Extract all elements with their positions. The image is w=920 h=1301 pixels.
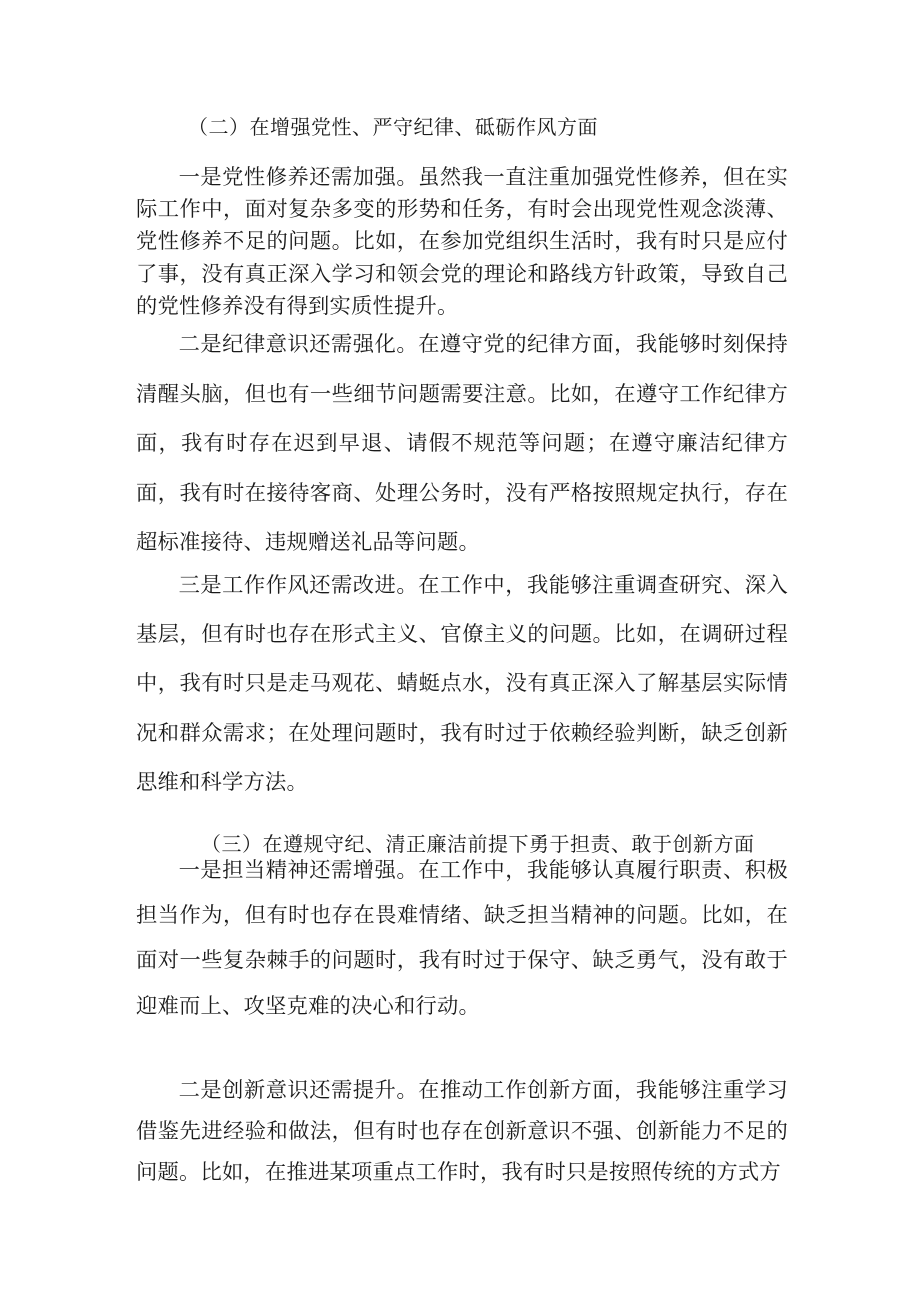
paragraph-discipline-awareness: 二是纪律意识还需强化。在遵守党的纪律方面，我能够时刻保持清醒头脑，但也有一些细节问题需要注意。比如，在遵守工作纪律方面，我有时存在迟到早退、请假不规范等问题；在遵守廉洁纪律方面，我有时在接待客商、处理公务时，没有严格按照规定执行，存在超标准接待、违规赠送礼品等问题。	[136, 332, 788, 555]
paragraph-party-cultivation: 一是党性修养还需加强。虽然我一直注重加强党性修养，但在实际工作中，面对复杂多变的形势和任务，有时会出现党性观念淡薄、党性修养不足的问题。比如，在参加党组织生活时，我有时只是应付了事，没有真正深入学习和领会党的理论和路线方针政策，导致自己的党性修养没有得到实质性提升。	[136, 165, 788, 319]
paragraph-work-style: 三是工作作风还需改进。在工作中，我能够注重调查研究、深入基层，但有时也存在形式主义、官僚主义的问题。比如，在调研过程中，我有时只是走马观花、蜻蜓点水，没有真正深入了解基层实际情况和群众需求；在处理问题时，我有时过于依赖经验判断，缺乏创新思维和科学方法。	[136, 573, 788, 795]
paragraph-responsibility: 一是担当精神还需增强。在工作中，我能够认真履行职责、积极担当作为，但有时也存在畏难情绪、缺乏担当精神的问题。比如，在面对一些复杂棘手的问题时，我有时过于保守、缺乏勇气，没有敢于迎难而上、攻坚克难的决心和行动。	[136, 858, 788, 1019]
section-three-heading: （三）在遵规守纪、清正廉洁前提下勇于担责、敢于创新方面	[201, 832, 755, 856]
paragraph-innovation: 二是创新意识还需提升。在推动工作创新方面，我能够注重学习借鉴先进经验和做法，但有时也存在创新意识不强、创新能力不足的问题。比如，在推进某项重点工作时，我有时只是按照传统的方式方	[136, 1078, 788, 1185]
section-two-heading: （二）在增强党性、严守纪律、砥砺作风方面	[188, 115, 598, 139]
